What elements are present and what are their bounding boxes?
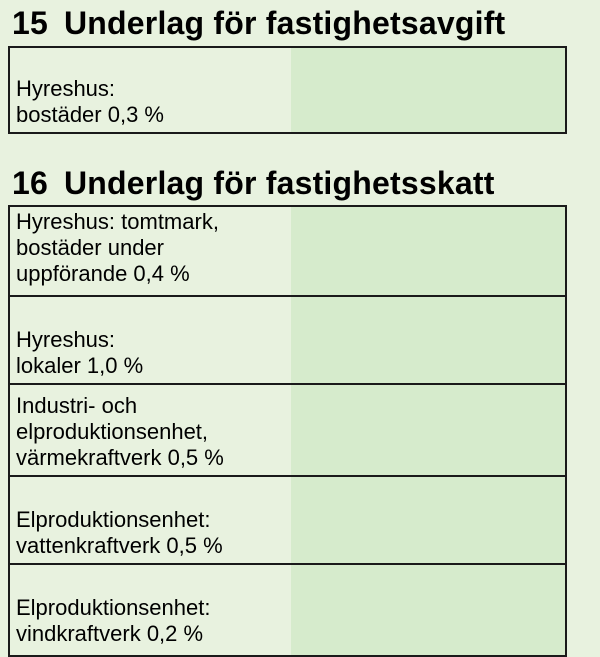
section-16-number: 16 (12, 165, 48, 201)
row-label (10, 565, 291, 655)
section-16-box (8, 205, 567, 657)
row-label (10, 297, 291, 383)
section-15-box (8, 46, 567, 134)
section-16-title (12, 164, 495, 202)
form-row-vindkraftverk (10, 563, 565, 655)
amount-input-lokaler[interactable] (291, 297, 565, 383)
form-row-bostader (10, 48, 565, 132)
label-text: Hyreshus: tomtmark, bostäder under uppförande 0,4 % (16, 209, 219, 286)
form-row-varmekraftverk (10, 383, 565, 475)
form-row-lokaler (10, 295, 565, 383)
section-15-number: 15 (12, 5, 48, 41)
section-15-heading: Underlag för fastighetsavgift (64, 5, 506, 41)
section-16-heading: Underlag för fastighetsskatt (64, 165, 495, 201)
amount-input-vattenkraftverk[interactable] (291, 477, 565, 563)
amount-input-varmekraftverk[interactable] (291, 385, 565, 475)
row-label (10, 385, 291, 475)
section-15-title (12, 4, 505, 42)
row-label (10, 48, 291, 132)
amount-input-vindkraftverk[interactable] (291, 565, 565, 655)
row-label (10, 477, 291, 563)
form-row-vattenkraftverk (10, 475, 565, 563)
form-row-tomtmark (10, 207, 565, 295)
label-text: Elproduktionsenhet: vindkraftverk 0,2 % (16, 595, 211, 646)
row-label (10, 207, 291, 295)
label-text: Industri- och elproduktionsenhet, värmekraftverk 0,5 % (16, 393, 224, 470)
label-text: Elproduktionsenhet: vattenkraftverk 0,5 % (16, 507, 223, 558)
amount-input-bostader[interactable] (291, 48, 565, 132)
amount-input-tomtmark[interactable] (291, 207, 565, 295)
label-text: Hyreshus: bostäder 0,3 % (16, 76, 164, 127)
label-text: Hyreshus: lokaler 1,0 % (16, 327, 144, 378)
